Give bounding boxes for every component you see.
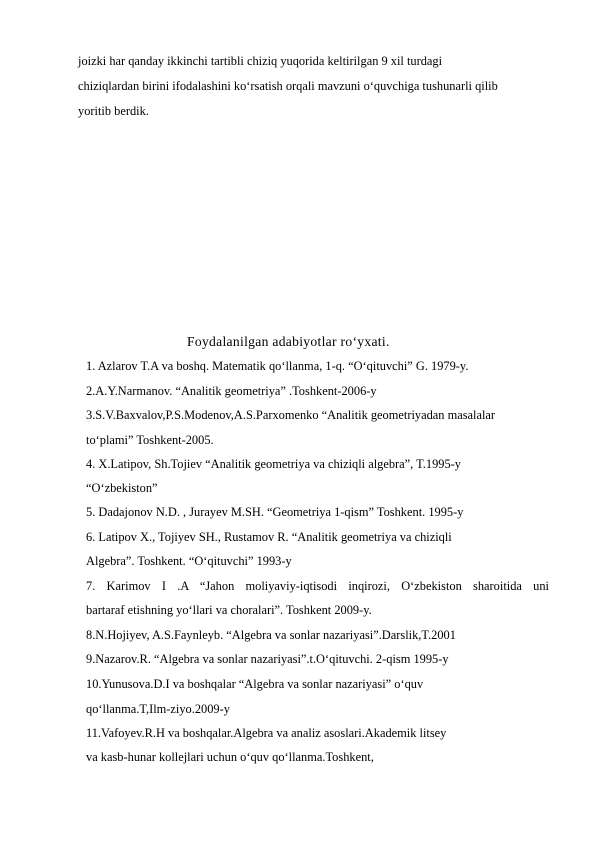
reference-line: va kasb-hunar kollejlari uchun o‘quv qo‘llanma.Toshkent, [86,750,374,764]
paragraph-line: joizki har qanday ikkinchi tartibli chiziq yuqorida keltirilgan 9 xil turdagi [78,54,443,68]
paragraph-line: yoritib berdik. [78,104,149,118]
reference-line: to‘plami” Toshkent-2005. [86,433,214,447]
paragraph-line: chiziqlardan birini ifodalashini ko‘rsatish orqali mavzuni o‘quvchiga tushunarli qilib [78,79,498,93]
reference-line: 3.S.V.Baxvalov,P.S.Modenov,A.S.Parxomenko “Analitik geometriyadan masalalar [86,408,496,422]
reference-line: 11.Vafoyev.R.H va boshqalar.Algebra va analiz asoslari.Akademik litsey [86,726,447,740]
reference-line: 7. Karimov I .A “Jahon moliyaviy-iqtisodi inqirozi, O‘zbekiston sharoitida uni [86,579,549,593]
references-heading: Foydalanilgan adabiyotlar ro‘yxati. [187,334,390,349]
reference-line: 8.N.Hojiyev, A.S.Faynleyb. “Algebra va sonlar nazariyasi”.Darslik,T.2001 [86,628,456,642]
reference-line: 6. Latipov X., Tojiyev SH., Rustamov R. “Analitik geometriya va chiziqli [86,530,452,544]
reference-line: bartaraf etishning yo‘llari va choralari”. Toshkent 2009-y. [86,603,372,617]
reference-line: 5. Dadajonov N.D. , Jurayev M.SH. “Geometriya 1-qism” Toshkent. 1995-y [86,505,464,519]
reference-line: 10.Yunusova.D.I va boshqalar “Algebra va sonlar nazariyasi” o‘quv [86,677,424,691]
reference-line: 9.Nazarov.R. “Algebra va sonlar nazariyasi”.t.O‘qituvchi. 2-qism 1995-y [86,652,449,666]
reference-line: 4. X.Latipov, Sh.Tojiev “Analitik geometriya va chiziqli algebra”, T.1995-y [86,457,461,471]
reference-line: “O‘zbekiston” [86,481,158,495]
reference-line: Algebra”. Toshkent. “O‘qituvchi” 1993-y [86,554,292,568]
reference-line: 1. Azlarov T.A va boshq. Matematik qo‘llanma, 1-q. “O‘qituvchi” G. 1979-y. [86,359,469,373]
reference-line: 2.A.Y.Narmanov. “Analitik geometriya” .Toshkent-2006-y [86,384,377,398]
reference-line: qo‘llanma.T,Ilm-ziyo.2009-y [86,702,230,716]
